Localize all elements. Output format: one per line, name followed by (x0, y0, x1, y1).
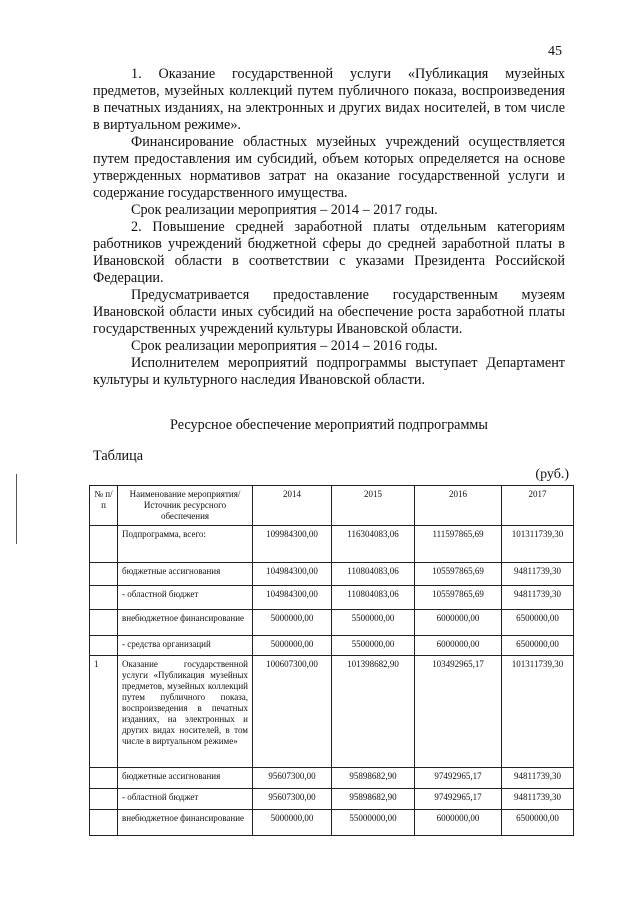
header-cell: № п/п (90, 486, 118, 526)
header-cell: 2016 (415, 486, 502, 526)
row-number-cell (90, 810, 118, 836)
value-cell: 101311739,30 (502, 656, 574, 768)
value-cell: 104984300,00 (253, 586, 332, 610)
table-row (90, 656, 574, 768)
value-cell: 5000000,00 (253, 610, 332, 636)
row-name-cell: Подпрограмма, всего: (118, 526, 253, 563)
row-number-cell (90, 526, 118, 563)
row-name-cell: бюджетные ассигнования (118, 768, 253, 789)
row-number-cell (90, 586, 118, 610)
header-cell: 2015 (332, 486, 415, 526)
header-cell: 2014 (253, 486, 332, 526)
value-cell: 95898682,90 (332, 768, 415, 789)
paragraph: Исполнителем мероприятий подпрограммы выступает Департамент культуры и культурного наследия Ивановской области. (93, 355, 565, 388)
resource-table (89, 485, 574, 836)
row-name-cell: - областной бюджет (118, 789, 253, 810)
table-row (90, 526, 574, 563)
value-cell: 6000000,00 (415, 636, 502, 656)
value-cell: 110804083,06 (332, 563, 415, 586)
value-cell: 116304083,06 (332, 526, 415, 563)
table-row (90, 586, 574, 610)
paragraph: Срок реализации мероприятия – 2014 – 2017 годы. (131, 202, 438, 218)
row-number-cell (90, 636, 118, 656)
value-cell: 109984300,00 (253, 526, 332, 563)
header-cell: Наименование мероприятия/Источник ресурсного обеспечения (118, 486, 253, 526)
value-cell: 105597865,69 (415, 586, 502, 610)
row-name-cell: бюджетные ассигнования (118, 563, 253, 586)
header-cell: 2017 (502, 486, 574, 526)
value-cell: 100607300,00 (253, 656, 332, 768)
table-label: Таблица (93, 448, 144, 464)
value-cell: 94811739,30 (502, 563, 574, 586)
value-cell: 101398682,90 (332, 656, 415, 768)
row-name-cell: - средства организаций (118, 636, 253, 656)
table-row (90, 636, 574, 656)
value-cell: 95607300,00 (253, 789, 332, 810)
value-cell: 103492965,17 (415, 656, 502, 768)
value-cell: 6000000,00 (415, 610, 502, 636)
value-cell: 6500000,00 (502, 636, 574, 656)
value-cell: 111597865,69 (415, 526, 502, 563)
unit-label: (руб.) (535, 467, 569, 482)
paragraph: Предусматривается предоставление государственным музеям Ивановской области иных субсидий на обеспечение роста заработной платы государственных учреждений культуры Ивановской области. (93, 287, 565, 337)
value-cell: 5000000,00 (253, 810, 332, 836)
table-row (90, 563, 574, 586)
table-header-row (90, 486, 574, 526)
page-number: 45 (548, 44, 562, 59)
table-row (90, 789, 574, 810)
value-cell: 5500000,00 (332, 610, 415, 636)
row-number-cell (90, 789, 118, 810)
value-cell: 97492965,17 (415, 768, 502, 789)
value-cell: 6500000,00 (502, 610, 574, 636)
value-cell: 101311739,30 (502, 526, 574, 563)
value-cell: 94811739,30 (502, 586, 574, 610)
row-name-cell: внебюджетное финансирование (118, 610, 253, 636)
paragraph: 1. Оказание государственной услуги «Публикация музейных предметов, музейных коллекций путем публичного показа, воспроизведения в печатных изданиях, на электронных и других видах носителей, в том числе в виртуальном режиме». (93, 66, 565, 133)
paragraph: Финансирование областных музейных учреждений осуществляется путем предоставления им субсидий, объем которых определяется на основе утвержденных нормативов затрат на оказание государственной услуги и содержание государственного имущества. (93, 134, 565, 201)
table-row (90, 810, 574, 836)
value-cell: 94811739,30 (502, 768, 574, 789)
value-cell: 110804083,06 (332, 586, 415, 610)
value-cell: 94811739,30 (502, 789, 574, 810)
value-cell: 6000000,00 (415, 810, 502, 836)
page-content (89, 66, 569, 836)
value-cell: 95607300,00 (253, 768, 332, 789)
value-cell: 5000000,00 (253, 636, 332, 656)
row-number-cell (90, 610, 118, 636)
table-row (90, 610, 574, 636)
value-cell: 6500000,00 (502, 810, 574, 836)
table-row (90, 768, 574, 789)
section-title: Ресурсное обеспечение мероприятий подпрограммы (170, 417, 488, 433)
row-name-cell: Оказание государственной услуги «Публикация музейных предметов, музейных коллекций путем публичного показа, воспроизведения в печатных изданиях, на электронных и других видах носителей, в том числе в виртуальном режиме» (118, 656, 253, 768)
row-name-cell: внебюджетное финансирование (118, 810, 253, 836)
value-cell: 95898682,90 (332, 789, 415, 810)
row-number-cell (90, 563, 118, 586)
value-cell: 5500000,00 (332, 636, 415, 656)
value-cell: 105597865,69 (415, 563, 502, 586)
row-name-cell: - областной бюджет (118, 586, 253, 610)
paragraph: 2. Повышение средней заработной платы отдельным категориям работников учреждений бюджетной сферы до средней заработной платы в Ивановской области в соответствии с указами Президента Российской Федерации. (93, 219, 565, 286)
value-cell: 104984300,00 (253, 563, 332, 586)
paragraph: Срок реализации мероприятия – 2014 – 2016 годы. (131, 338, 438, 354)
row-number-cell (90, 768, 118, 789)
value-cell: 97492965,17 (415, 789, 502, 810)
value-cell: 55000000,00 (332, 810, 415, 836)
scan-artifact-line (16, 474, 17, 544)
body-text (93, 66, 565, 389)
row-number-cell: 1 (90, 656, 118, 768)
